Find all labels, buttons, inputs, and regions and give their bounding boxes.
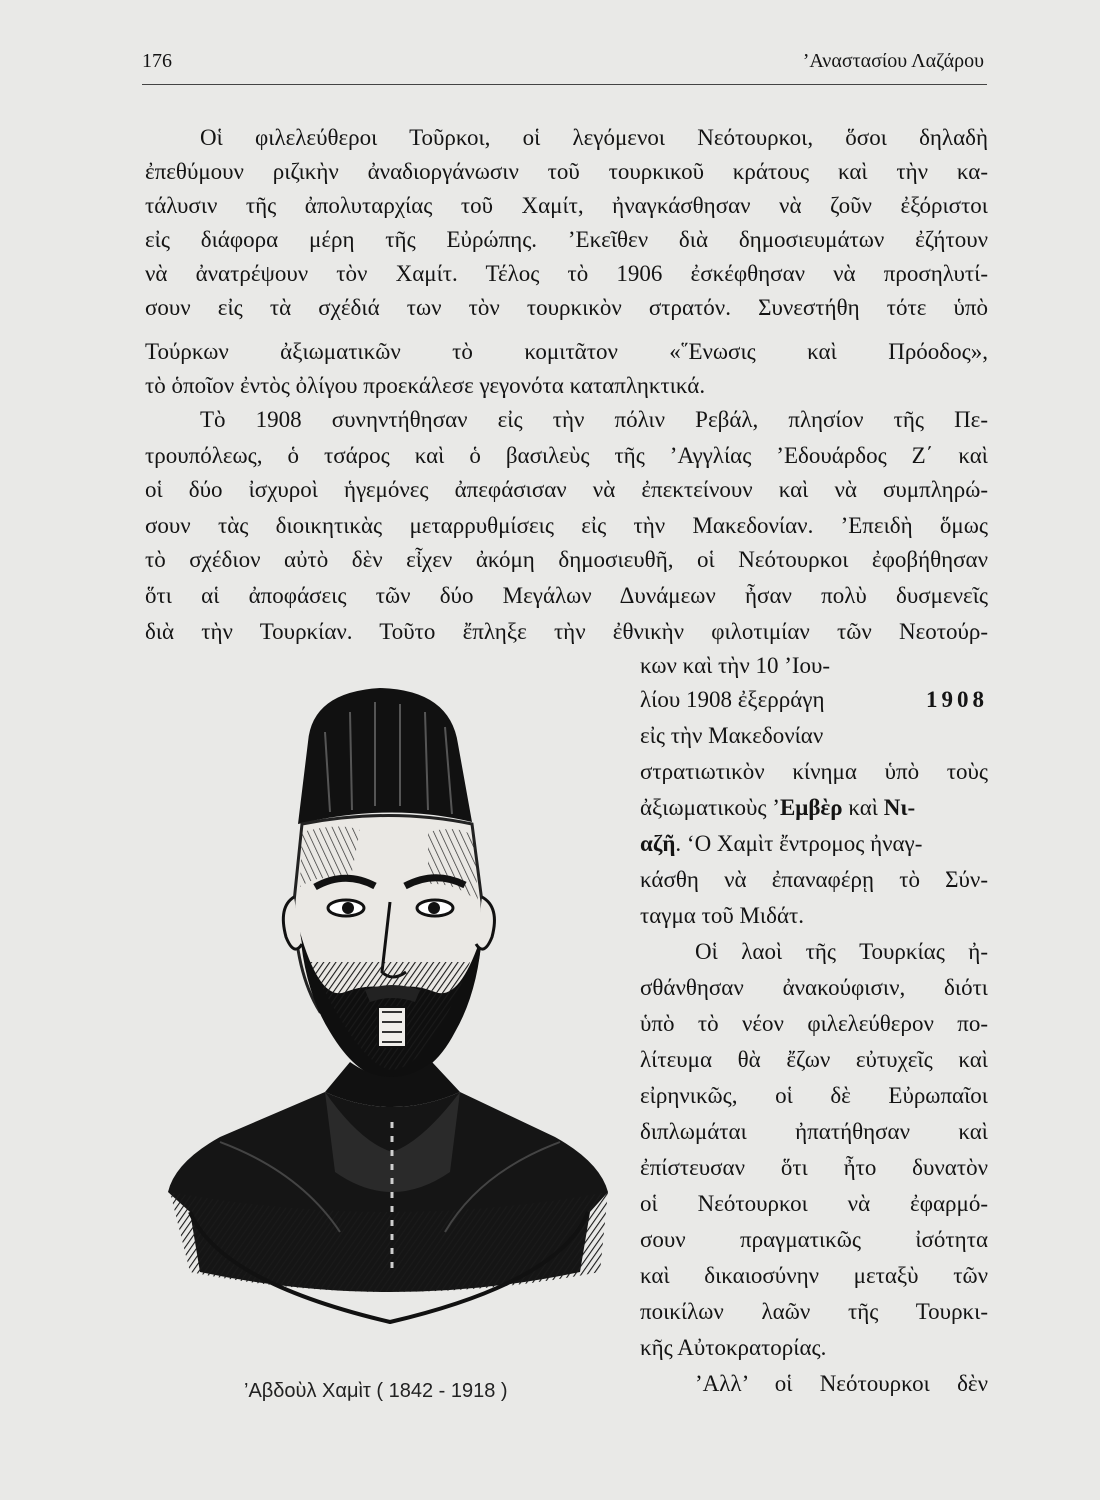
line-segment: . ‘Ο Χαμὶτ ἔντρομος ἠναγ-: [675, 831, 923, 856]
paragraph-line: ἐπεθύμουν ριζικὴν ἀναδιοργάνωσιν τοῦ τουρκικοῦ κράτους καὶ τὴν κα-: [145, 159, 988, 184]
column-line: Οἱ λαοὶ τῆς Τουρκίας ἠ-: [695, 939, 988, 964]
column-line: στρατιωτικὸν κίνημα ὑπὸ τοὺς: [640, 759, 988, 784]
paragraph-line: Οἱ φιλελεύθεροι Τοῦρκοι, οἱ λεγόμενοι Νεότουρκοι, ὅσοι δηλαδὴ: [200, 125, 988, 150]
column-line: ἐπίστευσαν ὅτι ἦτο δυνατὸν: [640, 1155, 988, 1180]
column-line: διπλωμάται ἠπατήθησαν καὶ: [640, 1119, 988, 1144]
column-line: καὶ δικαιοσύνην μεταξὺ τῶν: [640, 1263, 988, 1288]
column-line: [640, 794, 988, 822]
margin-year: 1908: [926, 687, 988, 712]
column-line: εἰς τὴν Μακεδονίαν: [640, 723, 824, 748]
column-line: λίτευμα θὰ ἔζων εὐτυχεῖς καὶ: [640, 1047, 988, 1072]
column-line: κων καὶ τὴν 10 ’Ιου-: [640, 653, 831, 678]
paragraph-line: ὅτι αἱ ἀποφάσεις τῶν δύο Μεγάλων Δυνάμεων ἦσαν πολὺ δυσμενεῖς: [145, 583, 988, 608]
column-line: σθάνθησαν ἀνακούφισιν, διότι: [640, 975, 988, 1000]
column-line: ταγμα τοῦ Μιδάτ.: [640, 903, 804, 928]
column-line: ὑπὸ τὸ νέον φιλελεύθερον πο-: [640, 1011, 988, 1036]
portrait-illustration: [160, 672, 610, 1362]
column-line: ποικίλων λαῶν τῆς Τουρκι-: [640, 1299, 988, 1324]
column-line: κῆς Αὐτοκρατορίας.: [640, 1335, 827, 1360]
paragraph-line: τὸ σχέδιον αὐτὸ δὲν εἶχεν ἀκόμη δημοσιευθῆ, οἱ Νεότουρκοι ἐφοβήθησαν: [145, 547, 988, 572]
paragraph-line: Τὸ 1908 συνηντήθησαν εἰς τὴν πόλιν Ρεβάλ, πλησίον τῆς Πε-: [200, 407, 988, 432]
name-niazi: Νι-: [883, 795, 916, 820]
page-header: [142, 50, 984, 80]
paragraph-line: τὸ ὁποῖον ἐντὸς ὀλίγου προεκάλεσε γεγονότα καταπληκτικά.: [145, 373, 706, 398]
column-line: σουν πραγματικῶς ἰσότητα: [640, 1227, 988, 1252]
column-line: οἱ Νεότουρκοι νὰ ἐφαρμό-: [640, 1191, 988, 1216]
running-title: ’Αναστασίου Λαζάρου: [802, 50, 984, 72]
column-line: κάσθη νὰ ἐπαναφέρῃ τὸ Σύν-: [640, 867, 988, 892]
header-rule: [142, 84, 987, 85]
line-segment: καὶ: [848, 795, 878, 820]
column-line: [640, 830, 988, 858]
name-niazi-end: αζῆ: [640, 831, 676, 856]
paragraph-line: σουν τὰς διοικητικὰς μεταρρυθμίσεις εἰς τὴν Μακεδονίαν. ’Επειδὴ ὅμως: [145, 513, 988, 538]
column-line: λίου 1908 ἐξερράγη: [640, 687, 825, 712]
paragraph-line: οἱ δύο ἰσχυροὶ ἡγεμόνες ἀπεφάσισαν νὰ ἐπεκτείνουν καὶ νὰ συμπληρώ-: [145, 477, 988, 502]
column-line: ’Αλλ’ οἱ Νεότουρκοι δὲν: [695, 1371, 988, 1396]
paragraph-line: τάλυσιν τῆς ἀπολυταρχίας τοῦ Χαμίτ, ἠναγκάσθησαν νὰ ζοῦν ἐξόριστοι: [145, 193, 988, 218]
paragraph-line: τρουπόλεως, ὁ τσάρος καὶ ὁ βασιλεὺς τῆς ’Αγγλίας ’Εδουάρδος Ζ΄ καὶ: [145, 443, 988, 468]
paragraph-line: Τούρκων ἀξιωματικῶν τὸ κομιτᾶτον «῞Ενωσις καὶ Πρόοδος»,: [145, 339, 988, 364]
column-line: εἰρηνικῶς, οἱ δὲ Εὐρωπαῖοι: [640, 1083, 988, 1108]
paragraph-line: εἰς διάφορα μέρη τῆς Εὐρώπης. ’Εκεῖθεν διὰ δημοσιευμάτων ἐζήτουν: [145, 227, 988, 252]
paragraph-line: σουν εἰς τὰ σχέδιά των τὸν τουρκικὸν στρατόν. Συνεστήθη τότε ὑπὸ: [145, 295, 988, 320]
portrait-caption: ’Αβδοὺλ Χαμὶτ ( 1842 - 1918 ): [244, 1380, 508, 1402]
page-number: 176: [142, 50, 172, 72]
paragraph-line: νὰ ἀνατρέψουν τὸν Χαμίτ. Τέλος τὸ 1906 ἐσκέφθησαν νὰ προσηλυτί-: [145, 261, 988, 286]
paragraph-line: διὰ τὴν Τουρκίαν. Τοῦτο ἔπληξε τὴν ἐθνικὴν φιλοτιμίαν τῶν Νεοτούρ-: [145, 619, 988, 644]
name-enver: Εμβὲρ: [779, 795, 843, 820]
line-segment: ἀξιωματικοὺς ’: [640, 795, 780, 820]
